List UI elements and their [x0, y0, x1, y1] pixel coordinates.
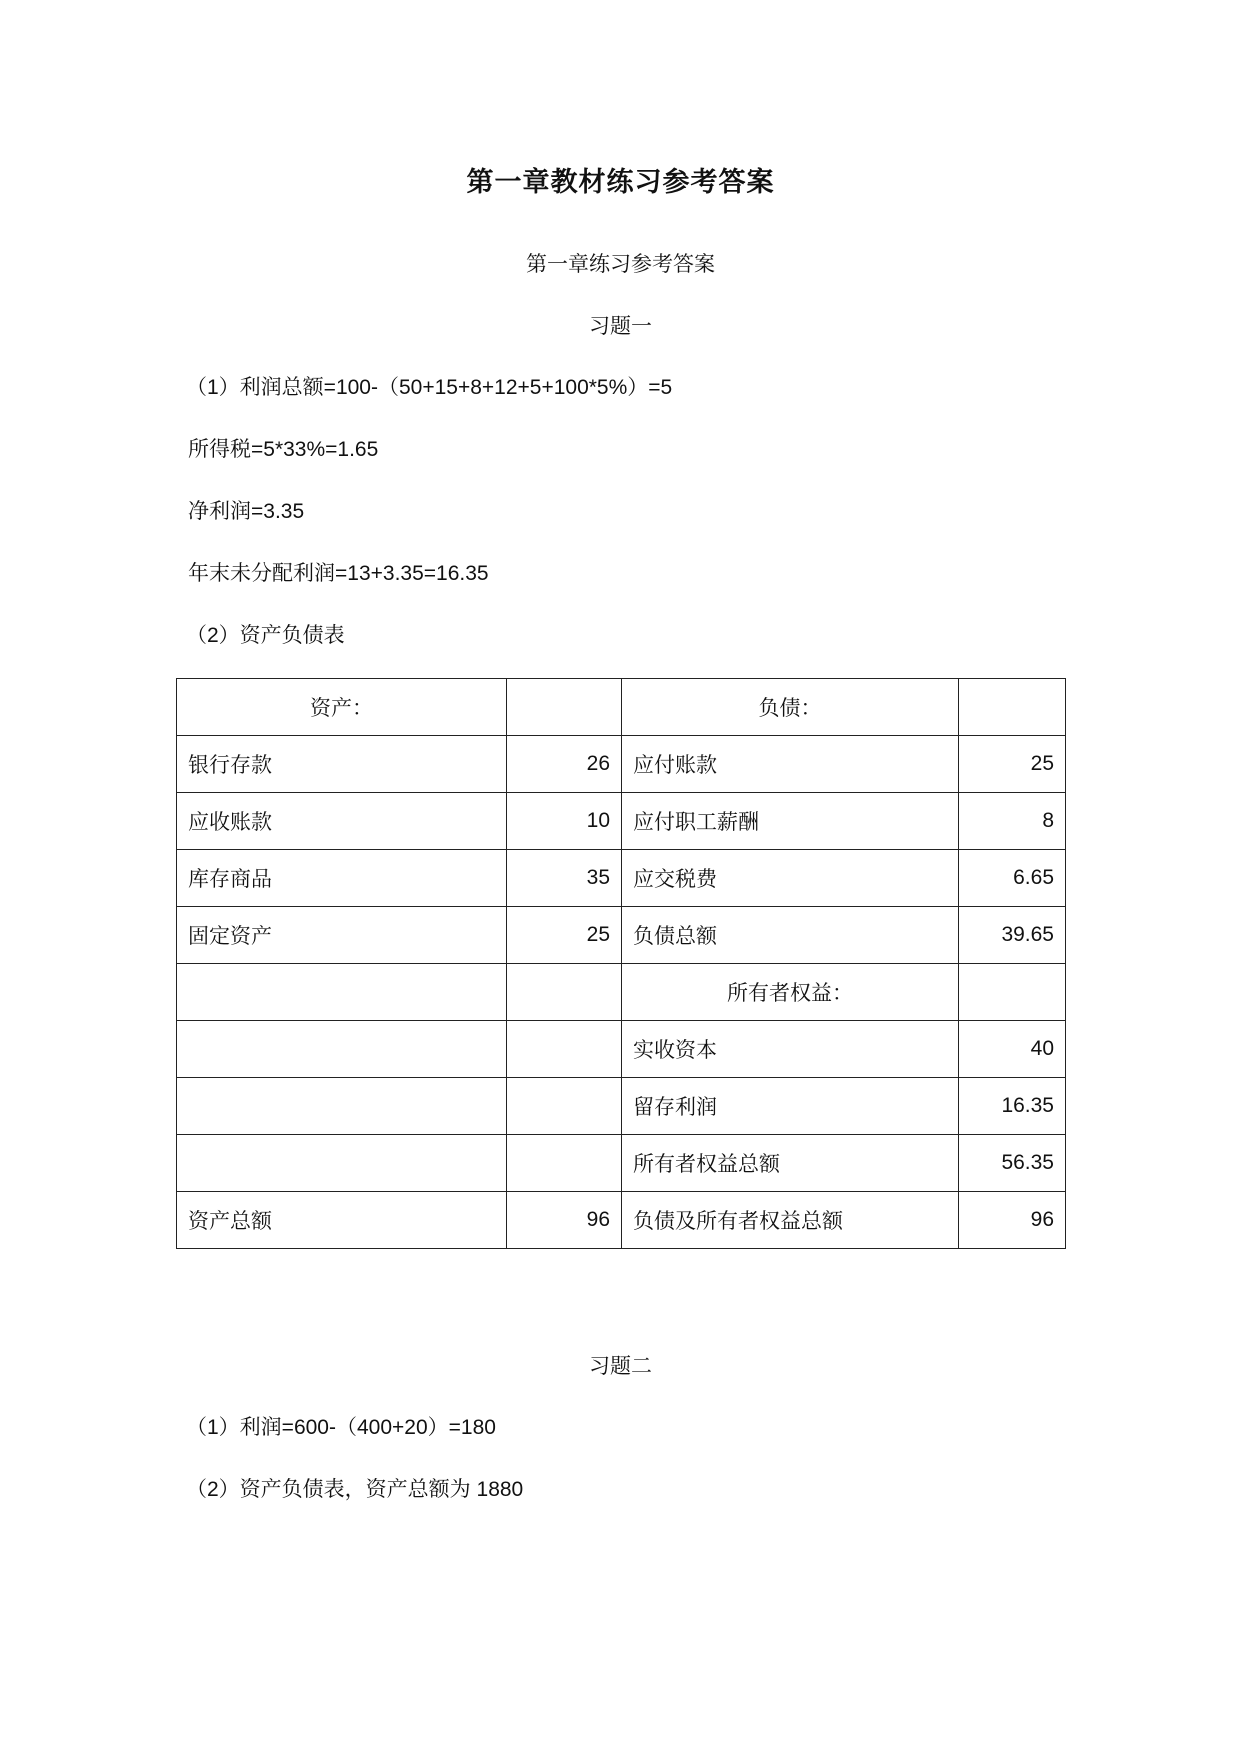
liability-value: 96 — [959, 1192, 1066, 1249]
asset-label — [177, 1135, 507, 1192]
asset-label: 固定资产 — [177, 907, 507, 964]
table-row — [177, 964, 1066, 1021]
table-header-row — [177, 679, 1066, 736]
exercise1-heading: 习题一 — [589, 314, 652, 338]
table-cell — [959, 679, 1066, 736]
table-row — [177, 850, 1066, 907]
table-cell — [507, 679, 622, 736]
liability-value: 25 — [959, 736, 1066, 793]
asset-value: 25 — [507, 907, 622, 964]
exercise2-line-balance-sheet: （2）资产负债表，资产总额为 1880 — [186, 1478, 524, 1501]
table-row — [177, 1192, 1066, 1249]
liability-label: 应交税费 — [622, 850, 959, 907]
exercise1-line-profit: （1）利润总额=100-（50+15+8+12+5+100*5%）=5 — [186, 376, 673, 399]
table-row — [177, 907, 1066, 964]
liability-value: 56.35 — [959, 1135, 1066, 1192]
exercise2-heading: 习题二 — [589, 1354, 652, 1378]
asset-value — [507, 1135, 622, 1192]
liability-value: 39.65 — [959, 907, 1066, 964]
asset-label: 应收账款 — [177, 793, 507, 850]
document-subtitle: 第一章练习参考答案 — [526, 252, 715, 276]
asset-label: 银行存款 — [177, 736, 507, 793]
asset-label — [177, 1078, 507, 1135]
liability-value: 8 — [959, 793, 1066, 850]
table-row — [177, 793, 1066, 850]
table-row — [177, 736, 1066, 793]
exercise2-line-profit: （1）利润=600-（400+20）=180 — [186, 1416, 496, 1439]
document-title: 第一章教材练习参考答案 — [466, 167, 775, 198]
exercise1-line-retained: 年末未分配利润=13+3.35=16.35 — [188, 562, 489, 585]
asset-value: 26 — [507, 736, 622, 793]
liability-value: 40 — [959, 1021, 1066, 1078]
liabilities-header: 负债： — [622, 679, 959, 736]
table-row — [177, 1135, 1066, 1192]
table-row — [177, 1078, 1066, 1135]
liability-label: 留存利润 — [622, 1078, 959, 1135]
asset-value — [507, 1021, 622, 1078]
liability-value: 16.35 — [959, 1078, 1066, 1135]
liability-value — [959, 964, 1066, 1021]
liability-label: 实收资本 — [622, 1021, 959, 1078]
asset-label: 库存商品 — [177, 850, 507, 907]
asset-value: 10 — [507, 793, 622, 850]
asset-label — [177, 1021, 507, 1078]
liability-label: 应付职工薪酬 — [622, 793, 959, 850]
liability-label: 应付账款 — [622, 736, 959, 793]
exercise1-line-tax: 所得税=5*33%=1.65 — [188, 438, 379, 461]
asset-value — [507, 1078, 622, 1135]
equity-header: 所有者权益： — [622, 964, 959, 1021]
asset-value: 96 — [507, 1192, 622, 1249]
table-row — [177, 1021, 1066, 1078]
assets-header: 资产： — [177, 679, 507, 736]
asset-label — [177, 964, 507, 1021]
asset-value: 35 — [507, 850, 622, 907]
balance-sheet-table — [176, 678, 1066, 1249]
asset-value — [507, 964, 622, 1021]
liability-label: 所有者权益总额 — [622, 1135, 959, 1192]
liability-label: 负债总额 — [622, 907, 959, 964]
asset-label: 资产总额 — [177, 1192, 507, 1249]
liability-value: 6.65 — [959, 850, 1066, 907]
liability-label: 负债及所有者权益总额 — [622, 1192, 959, 1249]
exercise1-line-balance-sheet: （2）资产负债表 — [186, 624, 345, 647]
exercise1-line-net-profit: 净利润=3.35 — [188, 500, 305, 523]
